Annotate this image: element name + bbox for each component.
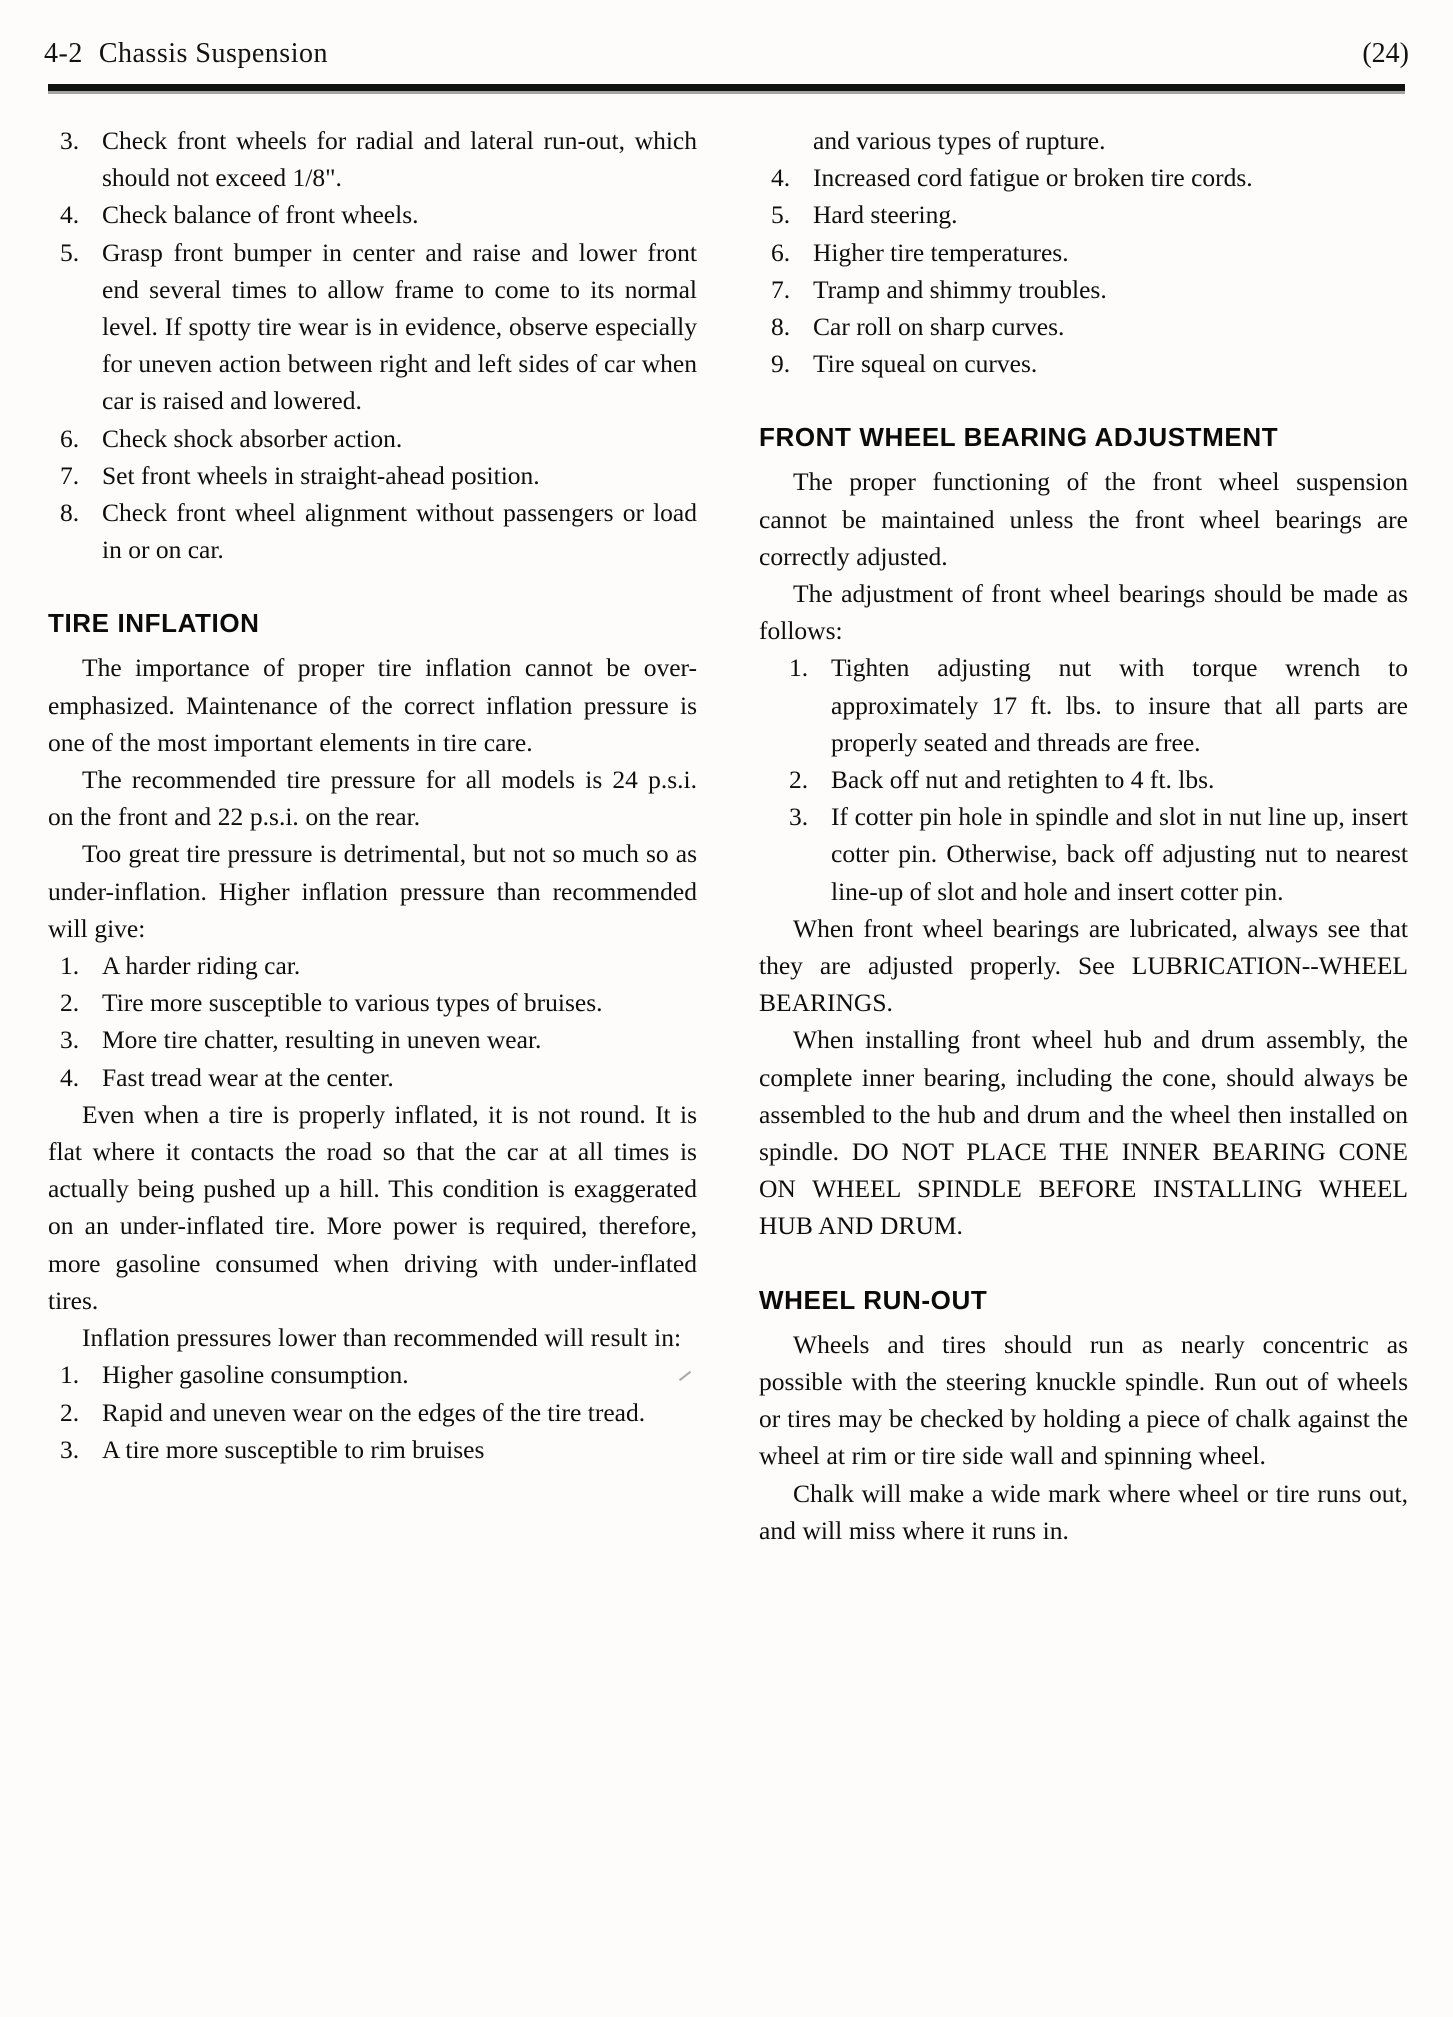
list-text: More tire chatter, resulting in uneven wear. (102, 1025, 542, 1055)
list-marker: 3. (60, 1025, 80, 1055)
page-number: 4-2 (44, 38, 83, 69)
list-marker: 8. (771, 312, 791, 342)
body-columns (48, 122, 1408, 1549)
list-text: Higher gasoline consumption. (102, 1360, 409, 1390)
list-marker: 7. (60, 460, 80, 490)
list-marker: 3. (60, 126, 80, 155)
list-item (48, 457, 697, 494)
list-text: Increased cord fatigue or broken tire cords. (813, 163, 1253, 193)
list-text: Tramp and shimmy troubles. (813, 274, 1107, 304)
paragraph: When front wheel bearings are lubricated, always see that they are adjusted properly. See LUBRICATION--WHEEL BEARINGS. (759, 913, 1408, 1018)
list-item (48, 1021, 697, 1058)
bearing-adjustment-steps (759, 649, 1408, 909)
list-text: A tire more susceptible to rim bruises (102, 1434, 485, 1464)
list-text: Tire more susceptible to various types of bruises. (102, 988, 603, 1018)
list-text: If cotter pin hole in spindle and slot in nut line up, insert cotter pin. Otherwise, back off adjusting nut to nearest line-up of slot and hole and insert cotter pin. (831, 802, 1408, 906)
list-text: Tighten adjusting nut with torque wrench to approximately 17 ft. lbs. to insure that all parts are properly seated and threads are free. (831, 653, 1408, 757)
list-marker: 4. (60, 200, 80, 230)
list-item (48, 1431, 697, 1468)
list-item (759, 159, 1408, 196)
list-text: Tire squeal on curves. (813, 349, 1038, 379)
list-item (759, 271, 1408, 308)
list-item (759, 308, 1408, 345)
list-text: Fast tread wear at the center. (102, 1062, 394, 1092)
left-column (48, 122, 697, 1549)
paragraph: The proper functioning of the front wheel suspension cannot be maintained unless the front wheel bearings are correctly adjusted. (759, 467, 1408, 571)
list-marker: 3. (60, 1434, 80, 1464)
list-item (48, 494, 697, 568)
list-item (48, 234, 697, 420)
list-marker: 6. (771, 237, 791, 267)
list-item (48, 122, 697, 196)
list-item (759, 345, 1408, 382)
list-marker: 4. (771, 163, 791, 193)
list-text: Back off nut and retighten to 4 ft. lbs. (831, 765, 1215, 795)
list-text: Hard steering. (813, 200, 958, 230)
list-item (48, 1059, 697, 1096)
list-item (48, 196, 697, 233)
list-marker: 5. (771, 200, 791, 230)
list-text: Check front wheel alignment without passengers or load in or on car. (102, 498, 697, 565)
list-item (48, 1356, 697, 1393)
list-item (759, 761, 1408, 798)
list-item (48, 420, 697, 457)
list-marker: 1. (60, 1360, 80, 1390)
list-text: Rapid and uneven wear on the edges of the tire tread. (102, 1397, 646, 1427)
list-marker: 2. (789, 765, 809, 795)
list-marker: 3. (789, 802, 809, 832)
list-marker: 5. (60, 237, 80, 267)
section-heading-wheel-run-out: WHEEL RUN-OUT (759, 1284, 988, 1315)
list-text: Set front wheels in straight-ahead position. (102, 460, 540, 490)
list-marker: 4. (60, 1062, 80, 1092)
paragraph: Too great tire pressure is detrimental, but not so much so as under-inflation. Higher inflation pressure than recommended will give: (48, 839, 697, 943)
list-text: Higher tire temperatures. (813, 237, 1069, 267)
folio-right: (24) (1362, 38, 1409, 69)
list-text: and various types of rupture. (813, 126, 1106, 155)
list-item (48, 984, 697, 1021)
paragraph: Inflation pressures lower than recommended will result in: (82, 1323, 682, 1353)
header-rule-shadow (48, 91, 1405, 94)
paragraph: Even when a tire is properly inflated, it is not round. It is flat where it contacts the road so that the car at all times is actually being pushed up a hill. This condition is exaggerated on an under-inflated tire. More power is required, therefore, more gasoline consumed when driving with under-inflated tires. (48, 1099, 697, 1315)
list-item (759, 798, 1408, 910)
paragraph: When installing front wheel hub and drum assembly, the complete inner bearing, including the cone, should always be assembled to the hub and drum and the wheel then installed on spindle. DO NOT PLACE THE INNER BEARING CONE ON WHEEL SPINDLE BEFORE INSTALLING WHEEL HUB AND DRUM. (759, 1025, 1408, 1241)
list-marker: 2. (60, 988, 80, 1018)
running-head (44, 38, 1409, 78)
page-header-left (44, 38, 328, 70)
list-text: Check front wheels for radial and lateral run-out, which should not exceed 1/8". (102, 126, 697, 193)
list-item (48, 947, 697, 984)
paragraph: Wheels and tires should run as nearly concentric as possible with the steering knuckle spindle. Run out of wheels or tires may be checked by holding a piece of chalk against the wheel at rim or tire side wall and spinning wheel. (759, 1329, 1408, 1471)
paragraph: Chalk will make a wide mark where wheel or tire runs out, and will miss where it runs in. (759, 1478, 1408, 1545)
list-marker: 7. (771, 274, 791, 304)
paragraph: The importance of proper tire inflation cannot be over-emphasized. Maintenance of the correct inflation pressure is one of the most important elements in tire care. (48, 653, 697, 757)
list-text: Car roll on sharp curves. (813, 312, 1065, 342)
list-text: Check shock absorber action. (102, 423, 403, 453)
list-item (48, 1394, 697, 1431)
paragraph: The adjustment of front wheel bearings should be made as follows: (759, 579, 1408, 646)
section-heading-front-wheel-bearing-adjustment: FRONT WHEEL BEARING ADJUSTMENT (759, 422, 1279, 453)
section-heading-tire-inflation: TIRE INFLATION (48, 608, 260, 639)
under-inflation-effects-list-continued (759, 122, 1408, 382)
list-marker: 1. (60, 951, 80, 981)
list-item (759, 234, 1408, 271)
list-marker: 6. (60, 423, 80, 453)
header-rule (48, 84, 1405, 91)
right-column (759, 122, 1408, 1549)
list-text: Check balance of front wheels. (102, 200, 419, 230)
list-item (759, 122, 1408, 159)
list-marker: 9. (771, 349, 791, 379)
over-inflation-effects-list (48, 947, 697, 1096)
list-marker: 8. (60, 498, 80, 528)
list-text: A harder riding car. (102, 951, 301, 981)
paragraph: The recommended tire pressure for all models is 24 p.s.i. on the front and 22 p.s.i. on the rear. (48, 765, 697, 832)
list-item (759, 196, 1408, 233)
list-marker: 1. (789, 653, 809, 683)
list-text: Grasp front bumper in center and raise and lower front end several times to allow frame to come to its normal level. If spotty tire wear is in evidence, observe especially for uneven action between right and left sides of car when car is raised and lowered. (102, 237, 697, 416)
list-item (759, 649, 1408, 761)
under-inflation-effects-list (48, 1356, 697, 1468)
list-marker: 2. (60, 1397, 80, 1427)
inspection-list-continued (48, 122, 697, 568)
section-title: Chassis Suspension (98, 38, 328, 69)
